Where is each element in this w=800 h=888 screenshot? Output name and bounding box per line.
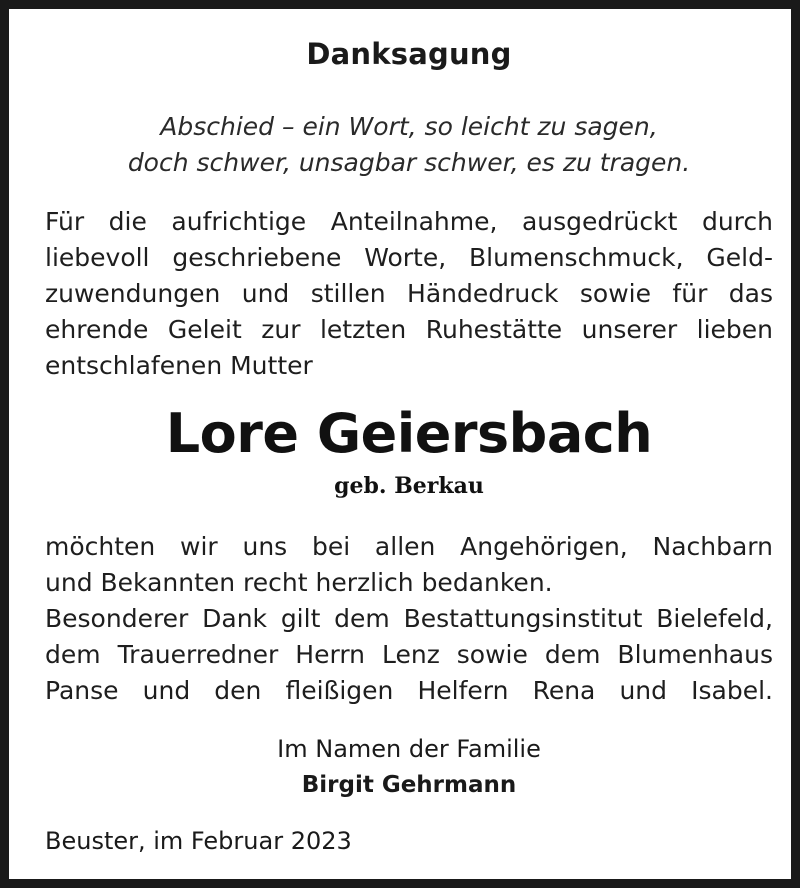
signature-intro: Im Namen der Familie xyxy=(277,735,541,763)
thanks-line: und Bekannten recht herzlich bedanken. xyxy=(45,568,553,597)
intro-paragraph xyxy=(45,204,773,384)
deceased-name: Lore Geiersbach xyxy=(165,402,653,465)
intro-line: liebevoll geschriebene Worte, Blumenschmuck, Geld- xyxy=(45,243,773,272)
farewell-poem xyxy=(45,109,773,181)
thanks-line: möchten wir uns bei allen Angehörigen, Nachbarn xyxy=(45,532,773,561)
intro-line: zuwendungen und stillen Händedruck sowie für das xyxy=(45,279,773,308)
notice-heading: Danksagung xyxy=(306,37,512,71)
intro-line: entschlafenen Mutter xyxy=(45,351,313,380)
signer-name: Birgit Gehrmann xyxy=(301,772,517,798)
thanks-paragraph xyxy=(45,529,773,709)
signature-block xyxy=(45,731,773,803)
intro-line: Für die aufrichtige Anteilnahme, ausgedrückt durch xyxy=(45,207,773,236)
thanks-line: Besonderer Dank gilt dem Bestattungsinstitut Bielefeld, xyxy=(45,604,773,633)
place-and-date: Beuster, im Februar 2023 xyxy=(45,827,352,855)
poem-line: Abschied – ein Wort, so leicht zu sagen, xyxy=(160,112,658,141)
maiden-name: geb. Berkau xyxy=(334,473,484,499)
poem-line: doch schwer, unsagbar schwer, es zu tragen. xyxy=(127,148,691,177)
thanks-line: dem Trauerredner Herrn Lenz sowie dem Blumenhaus xyxy=(45,640,773,669)
thanks-line: Panse und den fleißigen Helfern Rena und Isabel. xyxy=(45,676,773,705)
intro-line: ehrende Geleit zur letzten Ruhestätte unserer lieben xyxy=(45,315,773,344)
